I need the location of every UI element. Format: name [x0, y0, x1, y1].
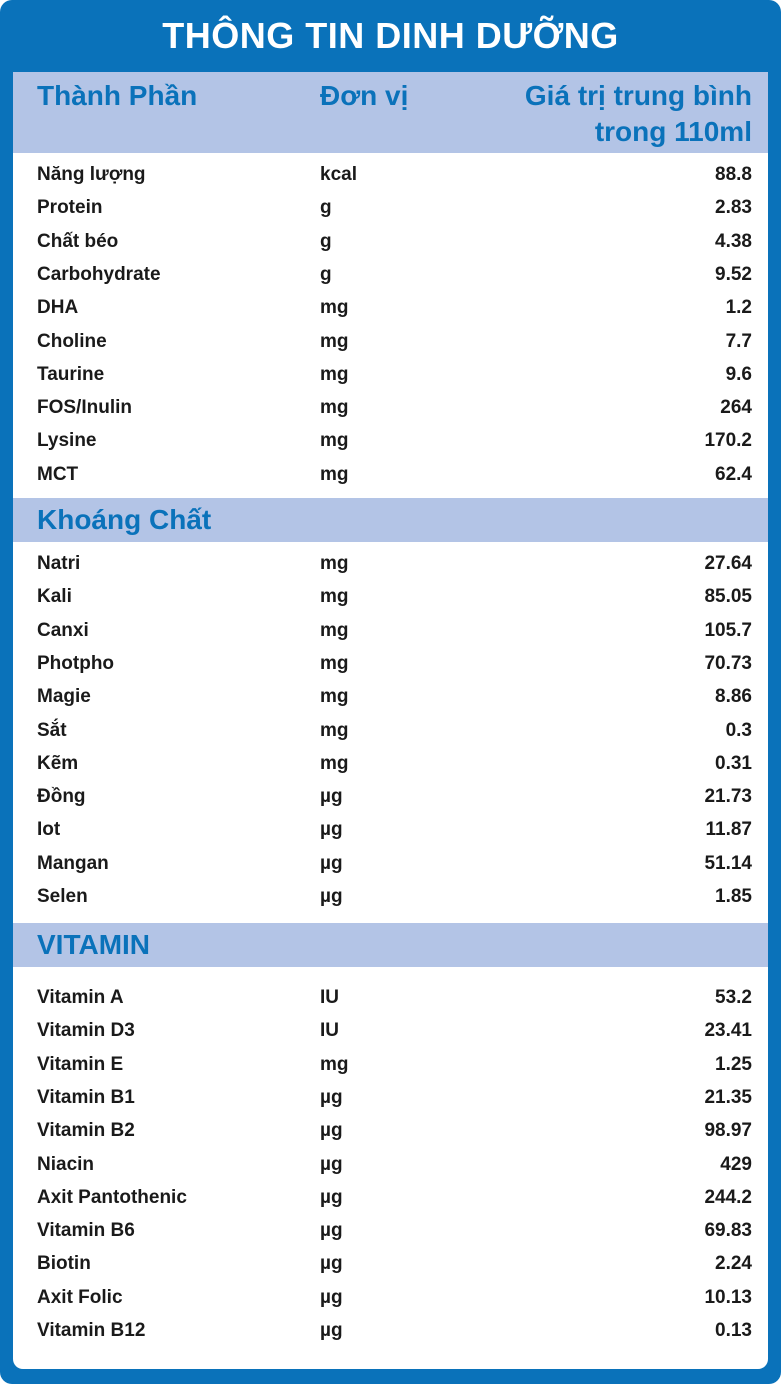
nutrient-unit: mg — [320, 586, 349, 608]
nutrient-unit: mg — [320, 430, 349, 452]
nutrient-value: 27.64 — [704, 553, 752, 574]
nutrient-unit: mg — [320, 1053, 349, 1075]
nutrient-name: Chất béo — [37, 230, 119, 252]
nutrient-value: 4.38 — [715, 230, 752, 252]
table-row — [13, 1149, 768, 1182]
nutrient-name: Vitamin E — [37, 1053, 124, 1075]
nutrient-unit: mg — [320, 297, 349, 319]
nutrient-name: Vitamin B1 — [37, 1086, 135, 1108]
nutrient-unit: µg — [320, 1320, 343, 1341]
table-row — [13, 1049, 768, 1082]
nutrient-unit: µg — [320, 852, 343, 874]
nutrient-name: Photpho — [37, 652, 115, 674]
nutrient-unit: mg — [320, 397, 349, 419]
nutrient-name: Năng lượng — [37, 164, 146, 185]
nutrient-unit: mg — [320, 686, 349, 708]
header-ingredient: Thành Phần — [37, 80, 198, 111]
nutrient-unit: µg — [320, 786, 343, 808]
nutrient-value: 53.2 — [715, 987, 752, 1008]
nutrient-name: Lysine — [37, 430, 97, 452]
table-row — [13, 748, 768, 781]
table-row — [13, 425, 768, 458]
nutrient-value: 88.8 — [715, 164, 752, 185]
header-unit: Đơn vị — [320, 80, 409, 111]
nutrient-value: 264 — [720, 397, 752, 419]
nutrient-name: Vitamin B2 — [37, 1120, 135, 1142]
table-row — [13, 982, 768, 1015]
nutrient-name: Natri — [37, 553, 81, 574]
table-row — [13, 1315, 768, 1348]
nutrient-unit: mg — [320, 553, 349, 574]
nutrition-panel — [13, 72, 768, 1369]
table-row — [13, 681, 768, 714]
table-row — [13, 159, 768, 192]
nutrient-name: Taurine — [37, 363, 105, 385]
table-row — [13, 459, 768, 492]
nutrient-value: 9.6 — [725, 363, 752, 385]
nutrient-name: Axit Pantothenic — [37, 1186, 187, 1208]
table-row — [13, 1182, 768, 1215]
nutrient-name: Iot — [37, 819, 61, 841]
table-row — [13, 881, 768, 914]
table-row — [13, 1115, 768, 1148]
nutrient-unit: IU — [320, 1020, 339, 1042]
nutrient-value: 170.2 — [704, 430, 752, 452]
header-value-line1: Giá trị trung bình — [524, 80, 752, 111]
nutrient-name: Đồng — [37, 786, 86, 808]
nutrient-value: 0.13 — [715, 1320, 752, 1341]
nutrient-name: Vitamin B12 — [37, 1320, 146, 1341]
nutrient-unit: µg — [320, 1153, 343, 1175]
table-row — [13, 226, 768, 259]
nutrient-value: 1.2 — [725, 297, 752, 319]
table-row — [13, 848, 768, 881]
nutrient-unit: µg — [320, 886, 343, 907]
nutrient-name: FOS/Inulin — [37, 397, 132, 419]
nutrient-value: 10.13 — [704, 1286, 752, 1308]
header-value-line2: trong 110ml — [594, 116, 752, 147]
nutrient-unit: mg — [320, 330, 349, 352]
nutrient-name: Canxi — [37, 619, 89, 641]
nutrient-unit: µg — [320, 1086, 343, 1108]
nutrient-value: 2.83 — [715, 197, 752, 219]
table-header — [13, 72, 768, 153]
table-row — [13, 1215, 768, 1248]
nutrient-value: 7.7 — [725, 330, 752, 352]
table-row — [13, 715, 768, 748]
vitamins-title: VITAMIN — [37, 929, 151, 960]
table-row — [13, 581, 768, 614]
table-row — [13, 548, 768, 581]
table-row — [13, 359, 768, 392]
table-row — [13, 1282, 768, 1315]
nutrient-name: Sắt — [37, 719, 67, 741]
nutrient-name: Axit Folic — [37, 1286, 123, 1308]
nutrient-unit: µg — [320, 1186, 343, 1208]
nutrient-name: Niacin — [37, 1153, 95, 1175]
nutrient-name: Protein — [37, 197, 103, 219]
nutrient-value: 1.25 — [715, 1053, 752, 1075]
nutrient-value: 70.73 — [704, 652, 752, 674]
minerals-header — [13, 498, 768, 542]
nutrient-name: Choline — [37, 330, 107, 352]
nutrient-name: Mangan — [37, 852, 109, 874]
nutrient-name: Vitamin D3 — [37, 1020, 135, 1042]
nutrient-value: 85.05 — [704, 586, 752, 608]
label-title: THÔNG TIN DINH DƯỠNG — [162, 15, 619, 56]
nutrient-name: Selen — [37, 886, 88, 907]
nutrient-name: Carbohydrate — [37, 263, 161, 285]
nutrient-value: 11.87 — [705, 819, 752, 841]
nutrient-value: 0.3 — [725, 719, 752, 741]
nutrient-unit: g — [320, 230, 332, 252]
nutrient-name: Kẽm — [37, 752, 79, 774]
nutrient-value: 51.14 — [704, 852, 752, 874]
nutrient-value: 429 — [720, 1153, 752, 1175]
table-row — [13, 292, 768, 325]
nutrient-value: 8.86 — [715, 686, 752, 708]
table-row — [13, 192, 768, 225]
nutrient-unit: mg — [320, 652, 349, 674]
nutrient-unit: mg — [320, 719, 349, 741]
nutrient-value: 21.35 — [704, 1086, 752, 1108]
nutrient-unit: IU — [320, 987, 339, 1008]
nutrient-unit: µg — [320, 1220, 343, 1242]
minerals-title: Khoáng Chất — [37, 504, 212, 535]
table-row — [13, 814, 768, 847]
nutrient-unit: µg — [320, 1253, 343, 1275]
nutrient-name: Biotin — [37, 1253, 91, 1275]
table-row — [13, 1248, 768, 1281]
nutrient-value: 98.97 — [704, 1120, 752, 1142]
nutrient-name: Magie — [37, 686, 91, 708]
nutrient-unit: mg — [320, 363, 349, 385]
nutrient-value: 2.24 — [715, 1253, 752, 1275]
nutrient-unit: µg — [320, 1120, 343, 1142]
table-row — [13, 1082, 768, 1115]
nutrient-value: 9.52 — [715, 263, 752, 285]
table-row — [13, 1015, 768, 1048]
nutrient-value: 1.85 — [715, 886, 752, 907]
nutrient-value: 21.73 — [704, 786, 752, 808]
table-row — [13, 326, 768, 359]
nutrient-value: 244.2 — [704, 1186, 752, 1208]
nutrient-value: 69.83 — [704, 1220, 752, 1242]
nutrient-value: 62.4 — [715, 463, 752, 485]
nutrient-unit: mg — [320, 752, 349, 774]
vitamins-header — [13, 923, 768, 967]
table-row — [13, 781, 768, 814]
nutrient-name: Vitamin A — [37, 987, 124, 1008]
nutrient-name: Vitamin B6 — [37, 1220, 135, 1242]
table-row — [13, 615, 768, 648]
nutrient-name: MCT — [37, 463, 79, 485]
table-row — [13, 648, 768, 681]
nutrient-unit: g — [320, 197, 332, 219]
table-row — [13, 259, 768, 292]
nutrient-unit: µg — [320, 819, 343, 841]
nutrient-name: DHA — [37, 297, 79, 319]
nutrient-value: 0.31 — [715, 752, 752, 774]
nutrient-name: Kali — [37, 586, 72, 608]
nutrient-unit: g — [320, 263, 332, 285]
nutrient-value: 105.7 — [704, 619, 752, 641]
nutrient-value: 23.41 — [704, 1020, 752, 1042]
nutrient-unit: µg — [320, 1286, 343, 1308]
nutrient-unit: mg — [320, 463, 349, 485]
nutrient-unit: mg — [320, 619, 349, 641]
table-row — [13, 392, 768, 425]
nutrient-unit: kcal — [320, 164, 357, 185]
